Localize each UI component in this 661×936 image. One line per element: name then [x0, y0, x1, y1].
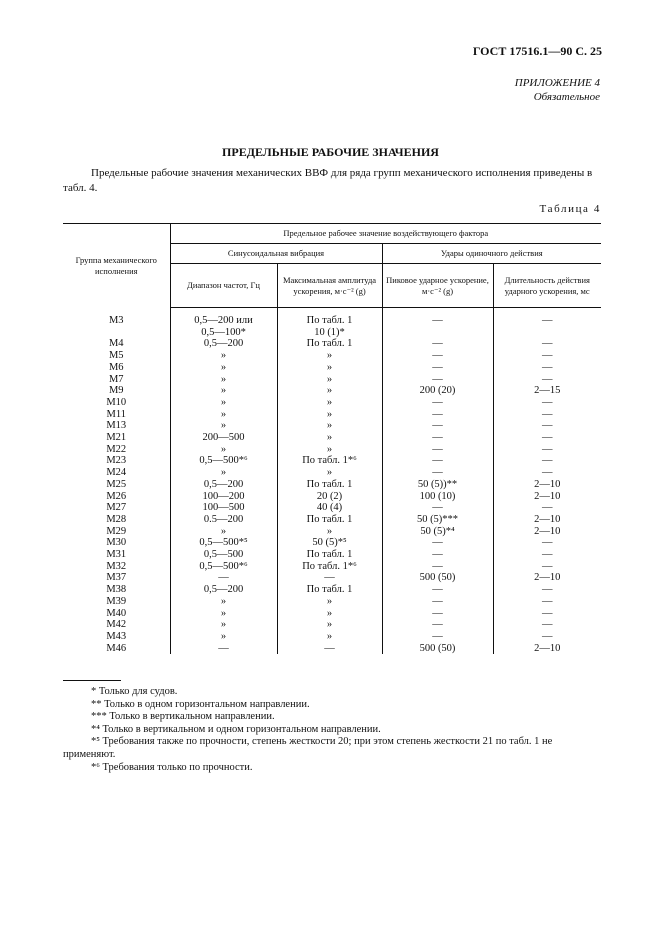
appendix-block: [515, 76, 600, 104]
table-cell: М25: [106, 478, 127, 490]
table-cell: М4: [108, 338, 124, 350]
table-cell: —: [382, 596, 493, 608]
footnote: * Только для судов.: [91, 686, 178, 697]
table-row: [63, 432, 601, 444]
table-cell: —: [382, 444, 493, 456]
table-cell: 200 (20): [382, 385, 493, 397]
table-cell: —: [493, 308, 601, 327]
table-cell: »: [170, 596, 277, 608]
table-row: [63, 409, 601, 421]
table-cell: »: [277, 444, 382, 456]
table-cell: М39: [106, 595, 127, 607]
table-cell: »: [277, 526, 382, 538]
table-row: [63, 631, 601, 643]
table-cell: М46: [106, 642, 127, 654]
table-row: [63, 491, 601, 503]
header-peak: Пиковое ударное ускорение, м·с⁻² (g): [382, 264, 493, 308]
table-cell: 0,5—200: [170, 584, 277, 596]
table-cell: »: [170, 397, 277, 409]
table-cell: 10 (1)*: [277, 327, 382, 339]
table-cell: М32: [106, 560, 127, 572]
table-cell: 100 (10): [382, 491, 493, 503]
table-cell: »: [170, 467, 277, 479]
table-cell: М28: [106, 513, 127, 525]
table-cell: По табл. 1: [277, 514, 382, 526]
table-row: [63, 502, 601, 514]
table-cell: М11: [106, 408, 126, 420]
table-cell: —: [382, 420, 493, 432]
table-cell: М26: [106, 490, 127, 502]
table-cell: —: [493, 362, 601, 374]
table-cell: »: [170, 350, 277, 362]
table-cell: —: [493, 455, 601, 467]
table-cell: »: [277, 619, 382, 631]
table-cell: »: [170, 619, 277, 631]
table-cell: 2—10: [493, 526, 601, 538]
table-cell: »: [277, 350, 382, 362]
table-cell: М24: [106, 467, 127, 479]
table-cell: По табл. 1*⁶: [277, 455, 382, 467]
table-cell: 0,5—500*⁶: [170, 455, 277, 467]
table-cell: 0.5—200: [170, 514, 277, 526]
table-cell: —: [382, 397, 493, 409]
table-cell: »: [277, 362, 382, 374]
table-cell: —: [493, 608, 601, 620]
footnotes: [63, 686, 600, 774]
table-cell: М30: [106, 537, 127, 549]
appendix-label: ПРИЛОЖЕНИЕ 4: [514, 77, 600, 89]
table-cell: 100—500: [170, 502, 277, 514]
limits-table: [63, 223, 601, 654]
table-cell: »: [170, 526, 277, 538]
table-cell: »: [277, 420, 382, 432]
table-cell: »: [277, 409, 382, 421]
table-row: [63, 561, 601, 573]
table-cell: »: [170, 420, 277, 432]
table-row: [63, 455, 601, 467]
table-cell: —: [493, 584, 601, 596]
table-cell: 20 (2): [277, 491, 382, 503]
table-cell: 50 (5)*⁵: [277, 537, 382, 549]
table-row: [63, 338, 601, 350]
table-cell: [382, 327, 493, 339]
table-cell: М22: [106, 443, 127, 455]
table-cell: М29: [106, 525, 127, 537]
footnote: *⁶ Требования только по прочности.: [91, 761, 253, 773]
footnote: *⁴ Только в вертикальном и одном горизонтальном направлении.: [91, 723, 381, 735]
header-amplitude: Максимальная амплитуда ускорения, м·с⁻² (g): [277, 264, 382, 308]
table-cell: —: [493, 338, 601, 350]
table-cell: —: [493, 444, 601, 456]
table-cell: 0,5—200 или: [170, 308, 277, 327]
table-cell: М43: [106, 630, 127, 642]
table-cell: По табл. 1*⁶: [277, 561, 382, 573]
table-cell: М9: [108, 385, 124, 397]
table-cell: М31: [106, 549, 127, 561]
table-cell: 0,5—500*⁵: [170, 537, 277, 549]
table-cell: М23: [106, 455, 127, 467]
table-cell: »: [170, 444, 277, 456]
table-row: [63, 479, 601, 491]
footnote: ** Только в одном горизонтальном направлении.: [91, 698, 310, 710]
table-cell: 0,5—200: [170, 479, 277, 491]
table-cell: —: [382, 350, 493, 362]
table-cell: »: [170, 362, 277, 374]
table-cell: »: [277, 397, 382, 409]
table-cell: —: [493, 619, 601, 631]
table-row: [63, 397, 601, 409]
header-group: Группа механического исполнения: [63, 224, 170, 308]
appendix-status: Обязательное: [533, 91, 600, 103]
table-cell: [63, 327, 170, 339]
table-cell: —: [382, 537, 493, 549]
table-row: [63, 374, 601, 386]
table-cell: »: [277, 432, 382, 444]
table-cell: —: [493, 350, 601, 362]
table-cell: М7: [108, 373, 124, 385]
table-cell: 50 (5))**: [382, 479, 493, 491]
table-cell: —: [170, 643, 277, 655]
table-cell: —: [382, 561, 493, 573]
table-cell: —: [382, 409, 493, 421]
table-cell: »: [277, 467, 382, 479]
table-cell: 40 (4): [277, 502, 382, 514]
table-cell: —: [277, 643, 382, 655]
table-cell: —: [382, 467, 493, 479]
footnote: *** Только в вертикальном направлении.: [91, 711, 275, 723]
table-cell: —: [493, 537, 601, 549]
table-cell: [493, 327, 601, 339]
table-cell: »: [170, 374, 277, 386]
table-cell: —: [382, 338, 493, 350]
table-row: [63, 385, 601, 397]
table-cell: —: [493, 432, 601, 444]
table-cell: 500 (50): [382, 572, 493, 584]
table-cell: 100—200: [170, 491, 277, 503]
table-cell: По табл. 1: [277, 308, 382, 327]
table-row: [63, 444, 601, 456]
table-cell: —: [493, 561, 601, 573]
table-row: [63, 526, 601, 538]
table-cell: —: [382, 455, 493, 467]
table-cell: М3: [108, 314, 124, 326]
table-cell: М6: [108, 361, 124, 373]
table-cell: М27: [106, 502, 127, 514]
table-cell: »: [170, 409, 277, 421]
table-cell: 50 (5)*⁴: [382, 526, 493, 538]
table-cell: —: [382, 432, 493, 444]
table-row: [63, 514, 601, 526]
table-row: [63, 596, 601, 608]
table-cell: —: [493, 397, 601, 409]
table-row: [63, 467, 601, 479]
table-cell: —: [493, 409, 601, 421]
table-body: [63, 308, 601, 655]
table-cell: —: [382, 308, 493, 327]
table-row: [63, 350, 601, 362]
table-cell: —: [382, 374, 493, 386]
header-factor: Предельное рабочее значение воздействующего фактора: [170, 224, 601, 244]
table-row: [63, 327, 601, 339]
table-cell: М10: [106, 396, 127, 408]
running-header: ГОСТ 17516.1—90 С. 25: [472, 44, 602, 58]
table-cell: —: [382, 584, 493, 596]
table-row: [63, 308, 601, 327]
table-row: [63, 619, 601, 631]
table-cell: 2—10: [493, 643, 601, 655]
table-cell: 200—500: [170, 432, 277, 444]
table-cell: —: [493, 467, 601, 479]
table-caption: Таблица 4: [539, 203, 601, 215]
table-cell: 50 (5)***: [382, 514, 493, 526]
table-cell: 2—10: [493, 491, 601, 503]
table-cell: —: [382, 362, 493, 374]
table-cell: М40: [106, 607, 127, 619]
table-cell: —: [382, 619, 493, 631]
table-cell: 2—10: [493, 479, 601, 491]
table-cell: М37: [106, 572, 127, 584]
table-cell: —: [277, 572, 382, 584]
table-cell: М13: [106, 420, 127, 432]
table-cell: 2—15: [493, 385, 601, 397]
table-cell: —: [493, 631, 601, 643]
table-cell: По табл. 1: [277, 479, 382, 491]
table-cell: »: [277, 608, 382, 620]
table-cell: »: [277, 385, 382, 397]
table-cell: —: [382, 549, 493, 561]
table-cell: —: [170, 572, 277, 584]
table-cell: »: [170, 631, 277, 643]
footnote-rule: [63, 680, 121, 681]
table-cell: М21: [106, 432, 127, 444]
header-frequency: Диапазон частот, Гц: [170, 264, 277, 308]
table-cell: 0,5—500: [170, 549, 277, 561]
table-cell: По табл. 1: [277, 338, 382, 350]
table-cell: М42: [106, 619, 127, 631]
table-cell: 0,5—100*: [170, 327, 277, 339]
table-row: [63, 572, 601, 584]
table-row: [63, 420, 601, 432]
table-cell: —: [493, 596, 601, 608]
table-cell: —: [382, 502, 493, 514]
table-cell: —: [493, 502, 601, 514]
table-cell: —: [493, 420, 601, 432]
table-cell: —: [493, 374, 601, 386]
table-row: [63, 584, 601, 596]
table-cell: 500 (50): [382, 643, 493, 655]
table-cell: М38: [106, 584, 127, 596]
header-duration: Длительность действия ударного ускорения, мс: [493, 264, 601, 308]
table-cell: —: [382, 608, 493, 620]
table-cell: »: [277, 631, 382, 643]
header-shock: Удары одиночного действия: [382, 244, 601, 264]
table-cell: »: [277, 596, 382, 608]
table-cell: »: [277, 374, 382, 386]
table-cell: По табл. 1: [277, 584, 382, 596]
footnote: *⁵ Требования также по прочности, степень жесткости 20; при этом степень жесткости 21 по табл. 1 не применяют.: [63, 736, 553, 760]
table-cell: 2—10: [493, 572, 601, 584]
table-row: [63, 549, 601, 561]
table-cell: М5: [108, 350, 124, 362]
table-cell: —: [382, 631, 493, 643]
table-cell: »: [170, 608, 277, 620]
header-sinusoidal: Синусоидальная вибрация: [170, 244, 382, 264]
table-cell: 0,5—500*⁶: [170, 561, 277, 573]
table-cell: 2—10: [493, 514, 601, 526]
table-cell: По табл. 1: [277, 549, 382, 561]
table-row: [63, 537, 601, 549]
table-cell: —: [493, 549, 601, 561]
intro-paragraph: Предельные рабочие значения механических ВВФ для ряда групп механического исполнения приведены в табл. 4.: [63, 167, 593, 194]
table-row: [63, 362, 601, 374]
table-row: [63, 608, 601, 620]
page-title: ПРЕДЕЛЬНЫЕ РАБОЧИЕ ЗНАЧЕНИЯ: [222, 145, 439, 159]
table-cell: »: [170, 385, 277, 397]
table-row: [63, 643, 601, 655]
table-cell: 0,5—200: [170, 338, 277, 350]
